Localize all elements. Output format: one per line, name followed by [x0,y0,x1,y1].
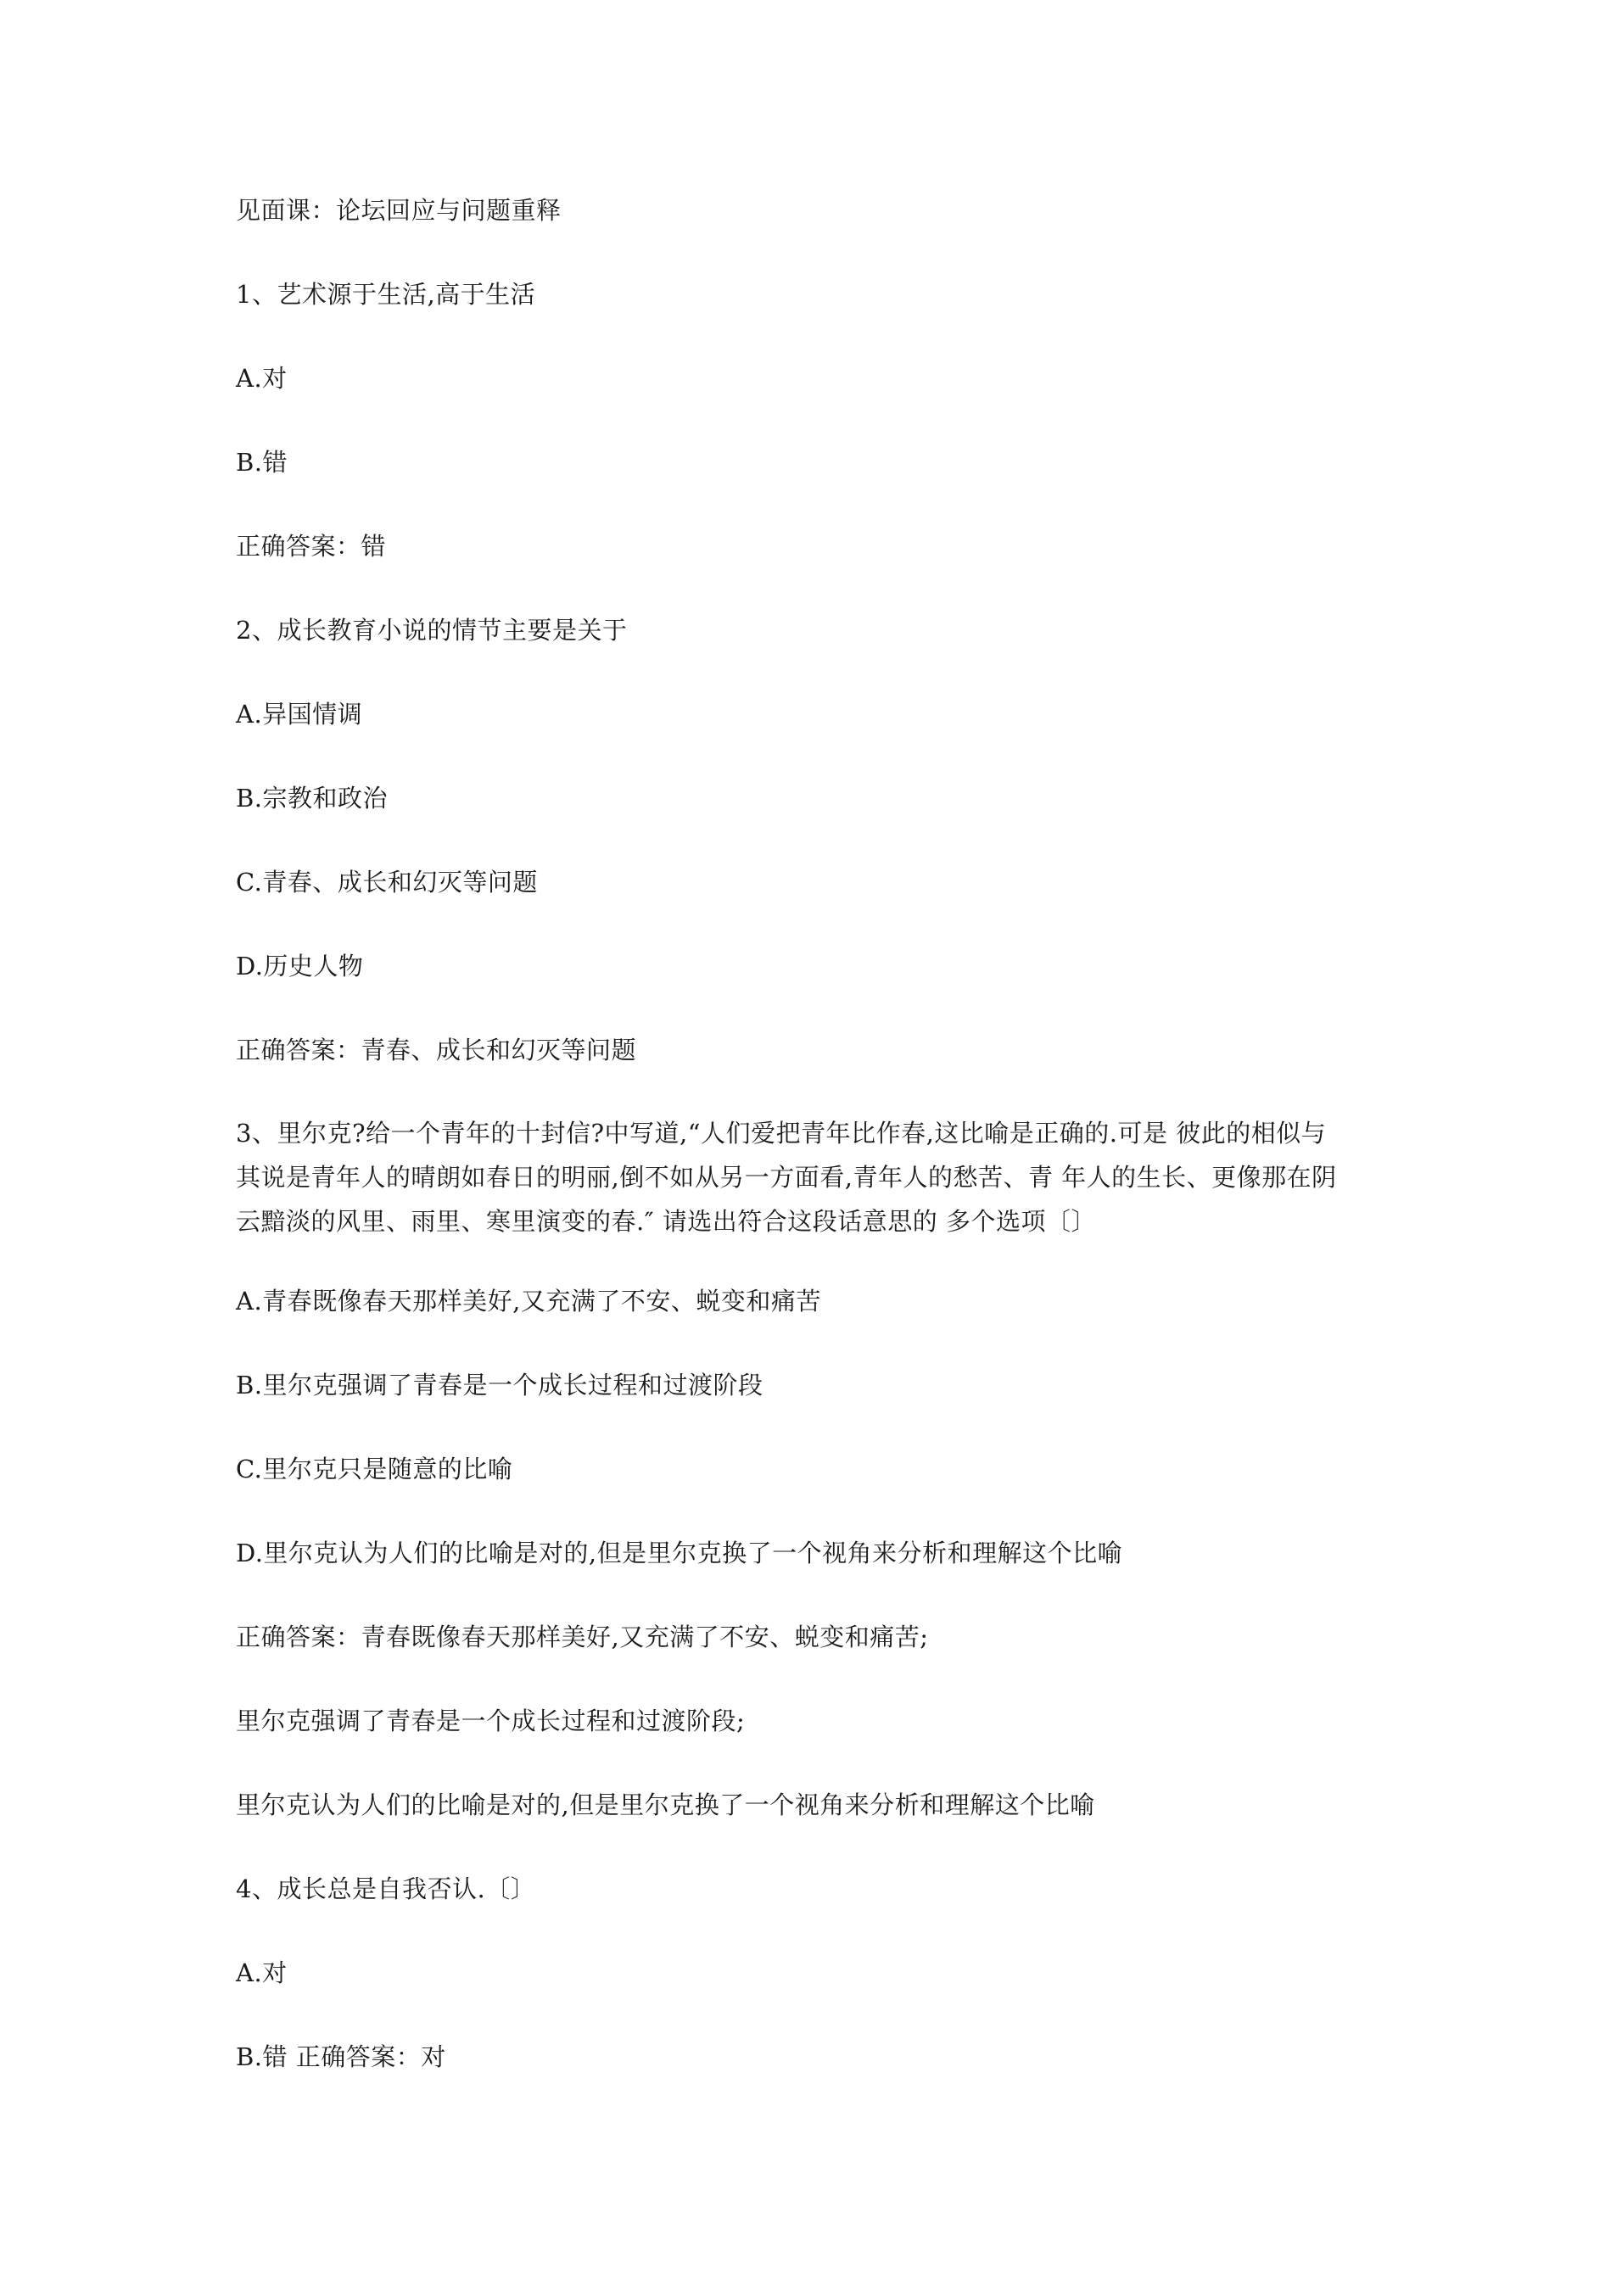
question-2-stem: 2、成长教育小说的情节主要是关于 [236,616,628,645]
question-4-option-a: A.对 [236,1958,288,1987]
question-3-option-c: C.里尔克只是随意的比喻 [236,1455,513,1483]
question-1-option-a: A.对 [236,364,288,393]
question-3-option-b: B.里尔克强调了青春是一个成长过程和过渡阶段 [236,1371,763,1399]
question-3-option-d: D.里尔克认为人们的比喻是对的,但是里尔克换了一个视角来分析和理解这个比喻 [236,1539,1123,1567]
question-3-answer-line-2: 里尔克强调了青春是一个成长过程和过渡阶段; [236,1707,746,1735]
question-1-answer: 正确答案：错 [236,532,387,561]
question-1-stem: 1、艺术源于生活,高于生活 [236,280,536,309]
question-3-option-a: A.青春既像春天那样美好,又充满了不安、蜕变和痛苦 [236,1287,821,1316]
question-3-stem [236,1111,1390,1243]
question-3-stem-line: 云黯淡的风里、雨里、寒里演变的春.″ 请选出符合这段话意思的 多个选项〔〕 [236,1207,1096,1236]
question-4-option-b-and-answer: B.错 正确答案：对 [236,2042,446,2071]
question-2-option-a: A.异国情调 [236,700,363,729]
question-2-option-c: C.青春、成长和幻灭等问题 [236,868,538,897]
question-1-option-b: B.错 [236,448,288,477]
question-4-stem: 4、成长总是自我否认.〔〕 [236,1874,536,1903]
question-3-answer-line-3: 里尔克认为人们的比喻是对的,但是里尔克换了一个视角来分析和理解这个比喻 [236,1790,1095,1819]
question-2-option-b: B.宗教和政治 [236,784,389,813]
question-2-option-d: D.历史人物 [236,952,364,980]
question-2-answer: 正确答案：青春、成长和幻灭等问题 [236,1036,637,1064]
document-title: 见面课：论坛回应与问题重释 [236,196,562,225]
question-3-stem-line: 其说是青年人的晴朗如春日的明丽,倒不如从另一方面看,青年人的愁苦、青 年人的生长、更像那在阴 [236,1163,1337,1192]
question-3-stem-line: 3、里尔克?给一个青年的十封信?中写道,“人们爱把青年比作春,这比喻是正确的.可是 彼此的相似与 [236,1119,1327,1148]
question-3-answer-line-1: 正确答案：青春既像春天那样美好,又充满了不安、蜕变和痛苦; [236,1623,929,1651]
